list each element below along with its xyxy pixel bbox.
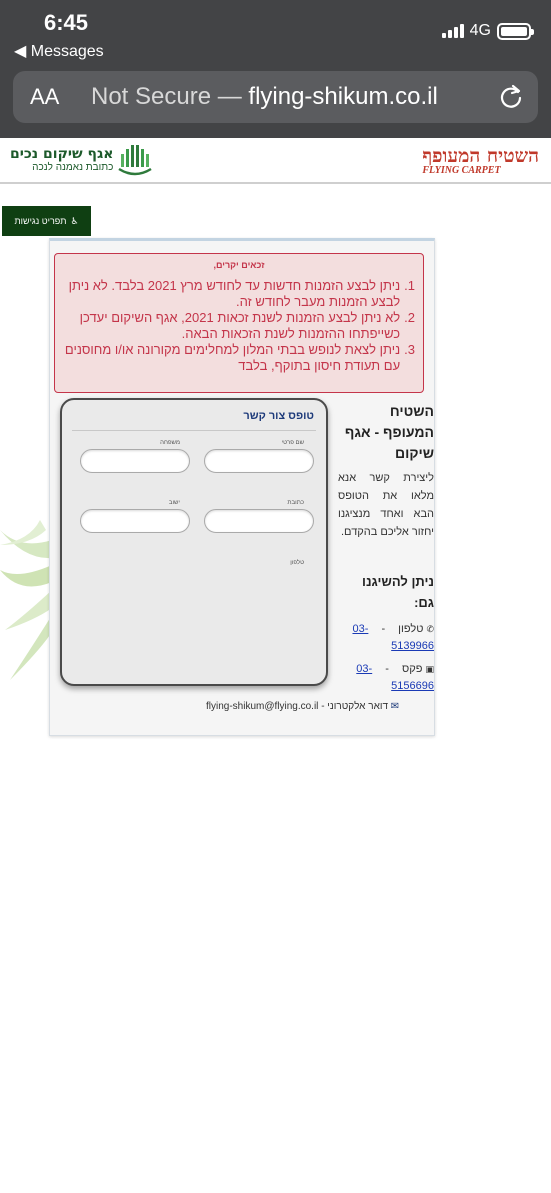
notice-item: 3. ניתן לצאת לנופש בבתי המלון למחלימים מקורונה או/ו מחוסנים עם תעודת חיסון בתוקף, בלבד [64,342,415,373]
important-notice-box [54,253,424,393]
notice-item: 2. לא ניתן לבצע הזמנות לשנת זכאות 2021, אגף השיקום יעדכן כשייפתחו ההזמנות לשנת הזכאות הבאה. [79,310,415,341]
mail-icon: ✉ [390,701,400,712]
city-label: ישוב [168,500,180,506]
fax-number-link[interactable]: 03-5156696 [356,663,434,692]
notice-list [63,278,415,374]
notice-item: 1. ניתן לבצע הזמנות חדשות עד לחודש מרץ 2021 בלבד. לא ניתן לבצע הזמנות מעבר לחודש זה. [68,278,415,309]
network-label: 4G [469,22,491,39]
first-name-label: שם פרטי [281,440,304,446]
accessibility-menu-button[interactable] [2,206,91,236]
wheelchair-icon: ♿ [70,215,79,226]
domain-label: flying-shikum.co.il [248,83,438,110]
contact-form [60,398,328,686]
form-divider [72,430,316,431]
palm-decoration-icon [0,520,52,690]
notice-title: זכאים יקרים, [213,260,265,270]
flying-carpet-hebrew: השטיח המעופף [422,145,539,167]
reach-us-heading: ניתן להשיגנו גם: [362,574,434,610]
contact-heading: השטיח המעופף - אגף שיקום [344,403,434,461]
phone-icon: ✆ [426,624,434,634]
last-name-input[interactable] [80,449,190,473]
fax-icon: ▣ [425,664,434,674]
phone-contact-row: ✆ טלפון - 03-5139966 [352,623,434,652]
battery-icon [497,23,531,40]
address-bar[interactable] [13,71,538,123]
signal-icon [442,24,464,38]
rehab-logo-title: אגף שיקום נכים [10,145,114,162]
fax-label: פקס [402,663,423,675]
last-name-label: משפחה [160,440,180,446]
rehab-department-logo[interactable] [10,143,153,177]
status-time: 6:45 [44,10,89,35]
email-contact-row [206,701,399,712]
status-indicators [442,22,531,40]
first-name-input[interactable] [204,449,314,473]
rehab-emblem-icon [117,143,153,177]
contact-intro-text: ליצירת קשר אנא מלאו את הטופס הבא ואחד מנציגנו יחזור אליכם בהקדם. [338,472,434,538]
reload-icon[interactable] [498,83,524,109]
city-input[interactable] [80,509,190,533]
flying-carpet-english: FLYING CARPET [422,165,501,176]
address-label: כתובת [287,500,304,506]
back-to-messages-link[interactable]: ◀ Messages [14,43,104,60]
phone-number-link[interactable]: 03-5139966 [352,623,434,652]
form-title: טופס צור קשר [243,410,314,422]
accessibility-menu-label: תפריט נגישות [14,216,67,226]
main-content-panel [49,238,435,736]
site-header [0,138,551,184]
phone-label: טלפון [398,623,424,635]
phone-field-label: טלפון [290,560,304,566]
url-text [91,83,438,111]
address-input[interactable] [204,509,314,533]
reader-options-button[interactable]: AA [30,84,60,109]
flying-carpet-logo[interactable] [422,147,539,176]
rehab-logo-subtitle: כתובת נאמנה לנכה [32,161,114,173]
email-text[interactable]: דואר אלקטרוני - flying-shikum@flying.co.il [206,701,388,712]
browser-top-chrome [0,0,551,138]
fax-contact-row: ▣ פקס - 03-5156696 [356,663,434,692]
security-label: Not Secure — [91,83,242,110]
